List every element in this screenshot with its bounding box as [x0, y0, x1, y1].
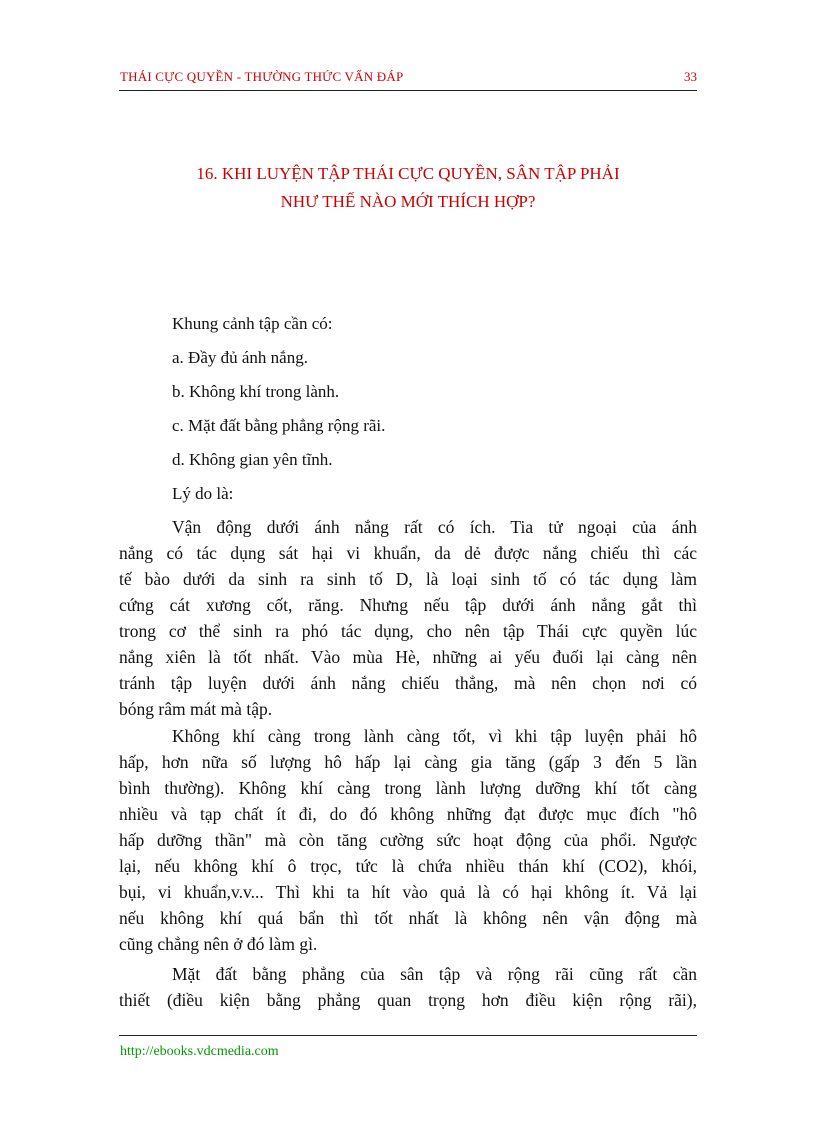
reason-label: Lý do là: [172, 484, 234, 503]
paragraph-line: trong cơ thể sinh ra phó tác dụng, cho nên tập Thái cực quyền lúc [119, 621, 697, 641]
page-header [119, 68, 697, 91]
paragraph-sunlight [119, 514, 697, 722]
paragraph-line: hấp dưỡng thần" mà còn tăng cường sức hoạt động của phổi. Ngược [119, 830, 697, 850]
list-item: a. Đầy đủ ánh nắng. [172, 348, 308, 367]
paragraph-line: nắng có tác dụng sát hại vi khuẩn, da dẻ được nắng chiếu thì các [119, 543, 697, 563]
requirements-list [172, 311, 697, 515]
list-lead: Khung cảnh tập cần có: [172, 314, 333, 333]
paragraph-line: nếu không khí quá bẩn thì tốt nhất là không nên vận động mà [119, 908, 697, 928]
paragraph-ground [119, 961, 697, 1013]
chapter-title-line-2: NHƯ THẾ NÀO MỚI THÍCH HỢP? [280, 192, 536, 211]
paragraph-line: bụi, vi khuẩn,v.v... Thì khi ta hít vào quả là có hại không ít. Vả lại [119, 882, 697, 902]
book-title: THÁI CỰC QUYỀN - THƯỜNG THỨC VẤN ĐÁP [120, 69, 404, 84]
paragraph-line: cũng chẳng nên ở đó làm gì. [119, 934, 318, 954]
paragraph-line: nhiều và tạp chất ít đi, do đó không những đạt được mục đích "hô [119, 804, 697, 824]
paragraph-line: lại, nếu không khí ô trọc, tức là chứa nhiều thán khí (CO2), khói, [119, 856, 697, 876]
paragraph-air [119, 723, 697, 957]
paragraph-line: thiết (điều kiện bằng phẳng quan trọng hơn điều kiện rộng rãi), [119, 990, 697, 1010]
paragraph-line: cứng cát xương cốt, răng. Nhưng nếu tập dưới ánh nắng gắt thì [119, 595, 697, 615]
paragraph-line: nắng xiên là tốt nhất. Vào mùa Hè, những ai yếu đuối lại càng nên [119, 647, 697, 667]
paragraph-line: Không khí càng trong lành càng tốt, vì khi tập luyện phải hô [172, 726, 697, 746]
paragraph-line: Vận động dưới ánh nắng rất có ích. Tia tử ngoại của ánh [172, 517, 697, 537]
footer-link[interactable]: http://ebooks.vdcmedia.com [120, 1044, 279, 1059]
paragraph-line: hấp, hơn nữa số lượng hô hấp lại càng gia tăng (gấp 3 đến 5 lần [119, 752, 697, 772]
paragraph-line: Mặt đất bằng phẳng của sân tập và rộng rãi cũng rất cần [172, 964, 697, 984]
list-item: c. Mặt đất bằng phẳng rộng rãi. [172, 416, 386, 435]
paragraph-line: bình thường). Không khí càng trong lành lượng dưỡng khí tốt càng [119, 778, 697, 798]
list-item: d. Không gian yên tĩnh. [172, 450, 333, 469]
paragraph-line: tránh tập luyện dưới ánh nắng chiếu thẳng, mà nên chọn nơi có [119, 673, 697, 693]
paragraph-line: tế bào dưới da sinh ra sinh tố D, là loại sinh tố có tác dụng làm [119, 569, 697, 589]
page-number: 33 [684, 69, 697, 84]
chapter-title-line-1: 16. KHI LUYỆN TẬP THÁI CỰC QUYỀN, SÂN TẬP PHẢI [196, 164, 620, 183]
page-footer [119, 1035, 697, 1076]
list-item: b. Không khí trong lành. [172, 382, 340, 401]
chapter-title [119, 160, 697, 216]
paragraph-line: bóng râm mát mà tập. [119, 699, 273, 719]
